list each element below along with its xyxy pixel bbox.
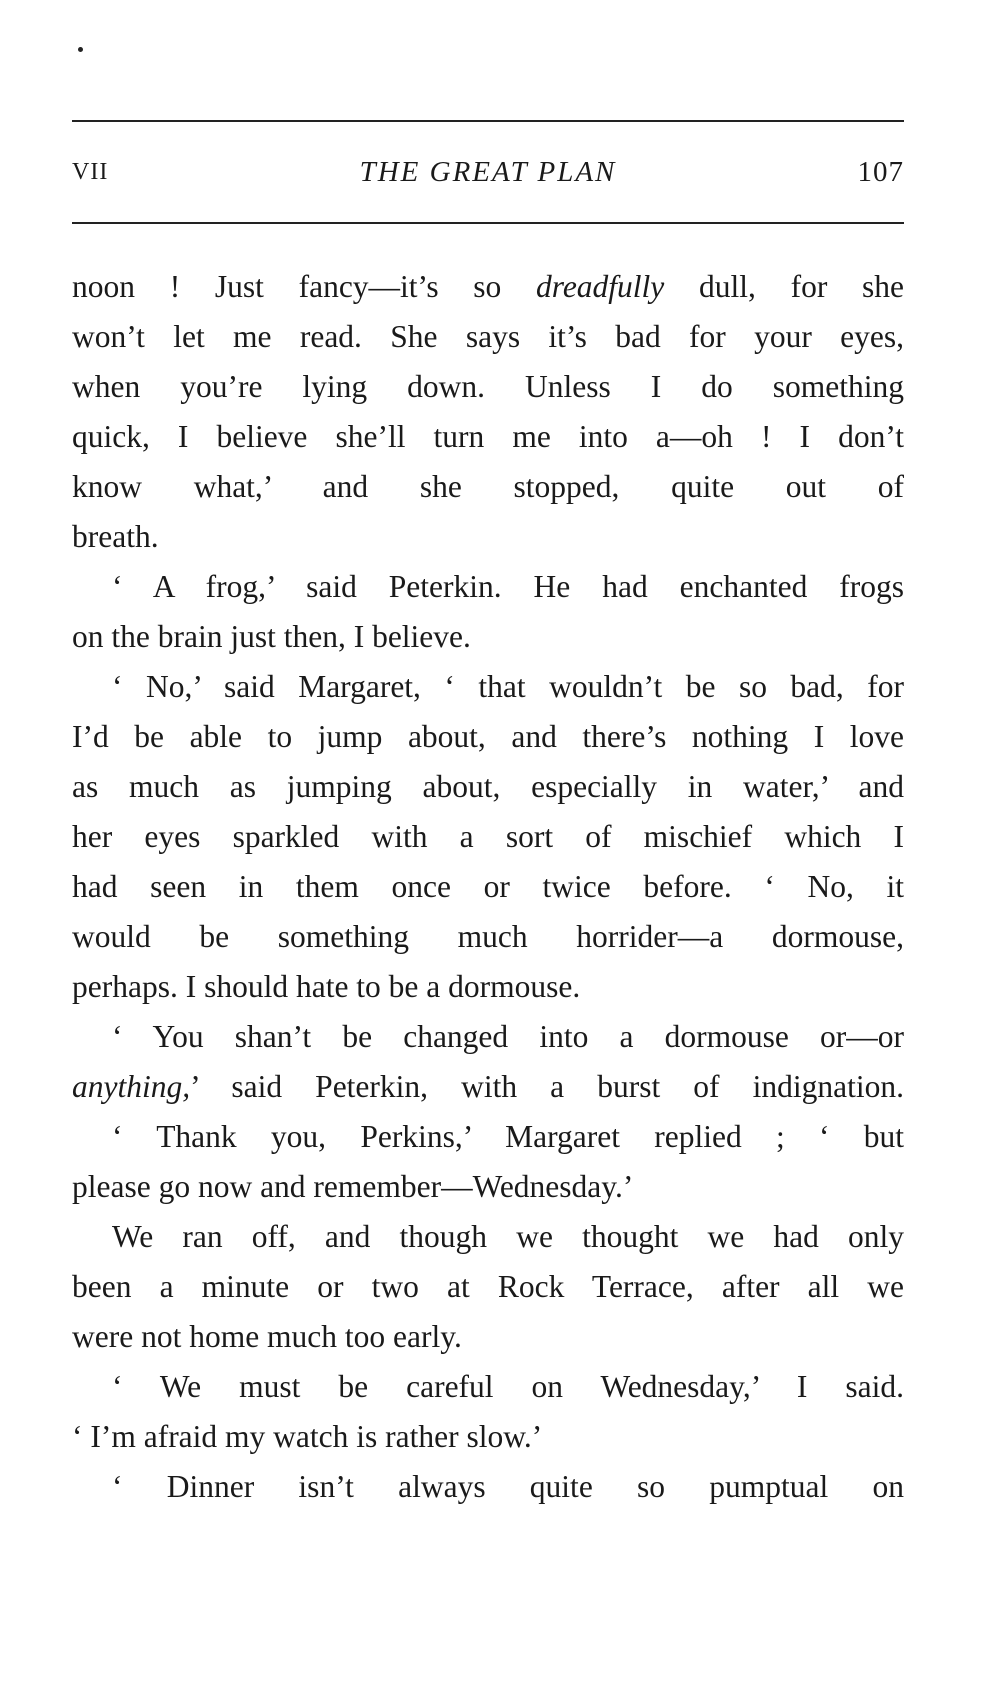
text-line: breath. bbox=[72, 519, 159, 554]
text-line: ‘ We must be careful on Wednesday,’ I said. bbox=[112, 1369, 904, 1404]
header-rule-top bbox=[72, 120, 904, 122]
text-line: ‘ You shan’t be changed into a dormouse or—or bbox=[112, 1019, 904, 1054]
text-line: know what,’ and she stopped, quite out of bbox=[72, 469, 904, 504]
text-line: We ran off, and though we thought we had only bbox=[112, 1219, 904, 1254]
text-line: on the brain just then, I believe. bbox=[72, 619, 471, 654]
running-title: THE GREAT PLAN bbox=[359, 156, 617, 188]
text-line: ‘ No,’ said Margaret, ‘ that wouldn’t be so bad, for bbox=[112, 669, 904, 704]
text-line: ‘ Dinner isn’t always quite so pumptual on bbox=[112, 1469, 904, 1504]
text-line: her eyes sparkled with a sort of mischief which I bbox=[72, 819, 904, 854]
text-line: please go now and remember—Wednesday.’ bbox=[72, 1169, 634, 1204]
text-line: perhaps. I should hate to be a dormouse. bbox=[72, 969, 581, 1004]
chapter-number: VII bbox=[72, 159, 109, 185]
text-line: would be something much horrider—a dormouse, bbox=[72, 919, 904, 954]
text-line: had seen in them once or twice before. ‘ No, it bbox=[72, 869, 904, 904]
running-head bbox=[72, 150, 904, 194]
text-line: I’d be able to jump about, and there’s nothing I love bbox=[72, 719, 904, 754]
header-rule-bottom bbox=[72, 222, 904, 224]
text-line: as much as jumping about, especially in water,’ and bbox=[72, 769, 904, 804]
text-line: quick, I believe she’ll turn me into a—oh ! I don’t bbox=[72, 419, 904, 454]
text-line: when you’re lying down. Unless I do something bbox=[72, 369, 904, 404]
text-line: were not home much too early. bbox=[72, 1319, 462, 1354]
page-number: 107 bbox=[857, 156, 904, 188]
text-line: been a minute or two at Rock Terrace, after all we bbox=[72, 1269, 904, 1304]
text-line: ‘ I’m afraid my watch is rather slow.’ bbox=[72, 1419, 543, 1454]
text-line: won’t let me read. She says it’s bad for your eyes, bbox=[72, 319, 904, 354]
ink-speck bbox=[78, 47, 83, 52]
text-line: noon ! Just fancy—it’s so dreadfully dull, for she bbox=[72, 269, 904, 304]
text-line: ‘ A frog,’ said Peterkin. He had enchanted frogs bbox=[112, 569, 904, 604]
text-line: anything,’ said Peterkin, with a burst of indignation. bbox=[72, 1069, 904, 1104]
text-line: ‘ Thank you, Perkins,’ Margaret replied ; ‘ but bbox=[112, 1119, 904, 1154]
body-text bbox=[72, 262, 904, 1512]
